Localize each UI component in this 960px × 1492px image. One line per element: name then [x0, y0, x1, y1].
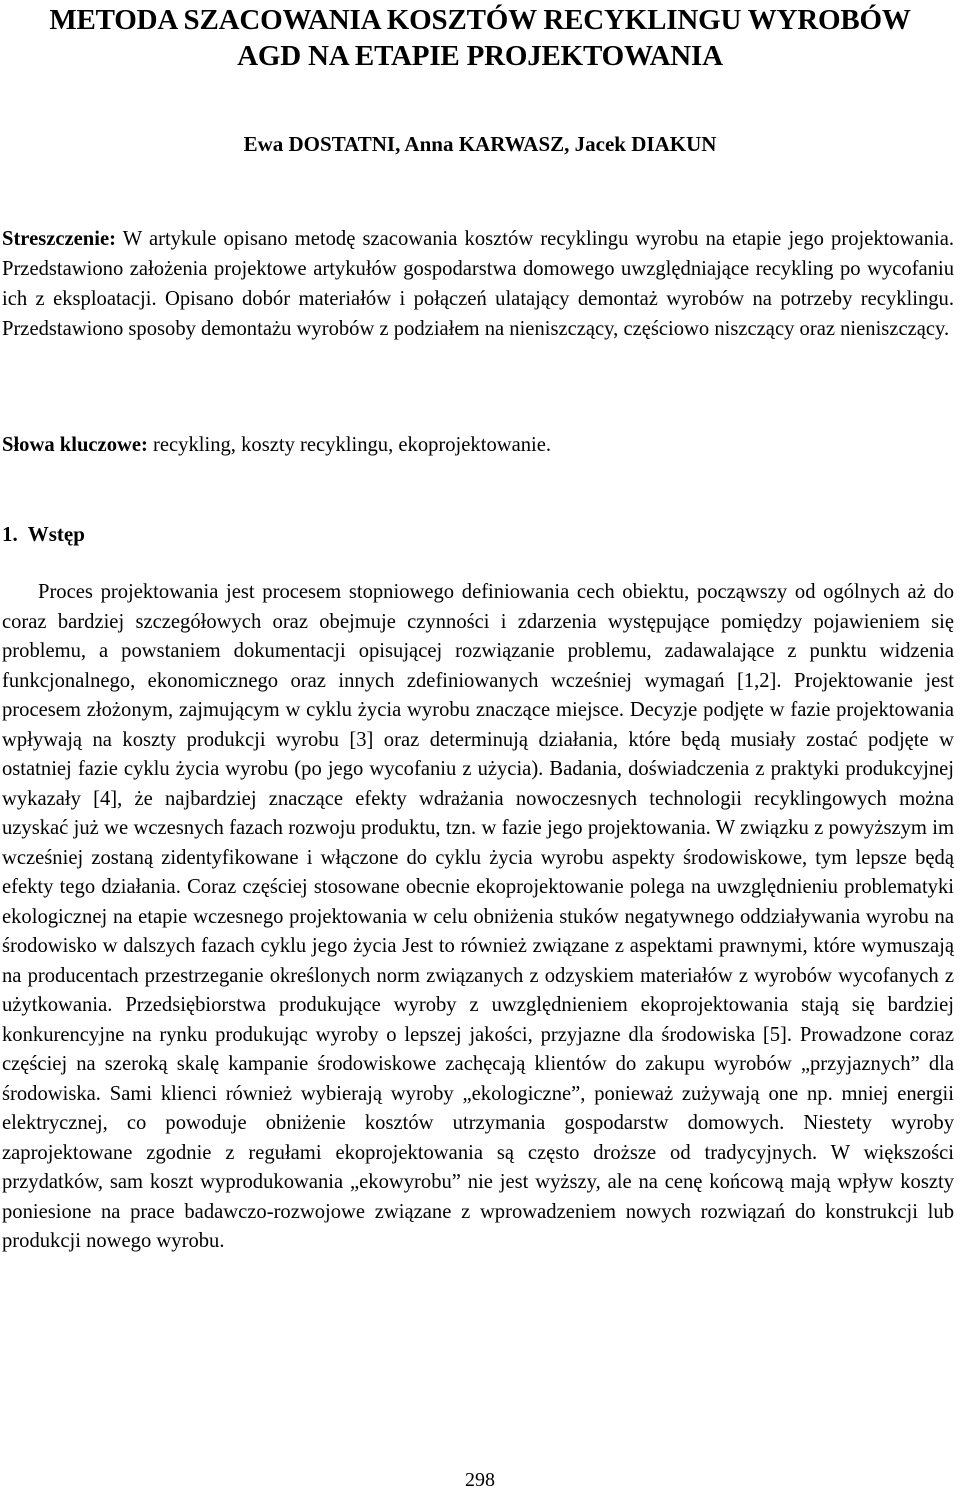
author-list: Ewa DOSTATNI, Anna KARWASZ, Jacek DIAKUN	[243, 132, 717, 156]
abstract	[2, 224, 954, 344]
section-number: 1.	[2, 522, 18, 546]
title-line-1: METODA SZACOWANIA KOSZTÓW RECYKLINGU WYROBÓW	[49, 4, 911, 36]
section-heading	[2, 520, 85, 548]
keywords-text: recykling, koszty recyklingu, ekoprojektowanie.	[153, 434, 552, 456]
keywords	[2, 430, 954, 460]
title-line-2: AGD NA ETAPIE PROJEKTOWANIA	[237, 40, 723, 72]
body-paragraph: Proces projektowania jest procesem stopniowego definiowania cech obiektu, począwszy od ogólnych aż do coraz bardziej szczegółowych oraz obejmuje czynności i zdarzenia występujące pomiędzy pojawieniem się problemu, a powstaniem dokumentacji opisującej rozwiązanie problemu, zadawalające z punktu widzenia funkcjonalnego, ekonomicznego oraz innych zdefiniowanych wcześniej wymagań [1,2]. Projektowanie jest procesem złożonym, zajmującym w cyklu życia wyrobu znaczące miejsce. Decyzje podjęte w fazie projektowania wpływają na koszty produkcji wyrobu [3] oraz determinują działania, które będą musiały zostać podjęte w ostatniej fazie cyklu życia wyrobu (po jego wycofaniu z użycia). Badania, doświadczenia z praktyki produkcyjnej wykazały [4], że najbardziej znaczące efekty wdrażania nowoczesnych technologii recyklingowych można uzyskać już we wczesnych fazach rozwoju produktu, tzn. w fazie jego projektowania. W związku z powyższym im wcześniej zostaną zidentyfikowane i włączone do cyklu życia wyrobu aspekty środowiskowe, tym lepsze będą efekty tego działania. Coraz częściej stosowane obecnie ekoprojektowanie polega na uwzględnieniu problematyki ekologicznej na etapie wczesnego projektowania w celu obniżenia stuków negatywnego oddziaływania wyrobu na środowisko w dalszych fazach cyklu jego życia Jest to również związane z aspektami prawnymi, które wymuszają na producentach przestrzeganie określonych norm związanych z odzyskiem materiałów z wyrobów wycofanych z użytkowania. Przedsiębiorstwa produkujące wyroby z uwzględnieniem ekoprojektowania stają się bardziej konkurencyjne na rynku produkując wyroby o lepszej jakości, przyjazne dla środowiska [5]. Prowadzone coraz częściej na szeroką skalę kampanie środowiskowe zachęcają klientów do zakupu wyrobów „przyjaznych” dla środowiska. Sami klienci również wybierają wyroby „ekologiczne”, ponieważ zużywają one np. mniej energii elektrycznej, co powoduje obniżenie kosztów utrzymania gospodarstw domowych. Niestety wyroby zaprojektowane zgodnie z regułami ekoprojektowania są często droższe od tradycyjnych. W większości przydatków, sam koszt wyprodukowania „ekowyrobu” nie jest wyższy, ale na cenę końcową mają wpływ koszty poniesione na prace badawczo-rozwojowe związane z wprowadzeniem nowych rozwiązań do konstrukcji lub produkcji nowego wyrobu.	[2, 581, 954, 1252]
paper-title	[0, 2, 960, 74]
page-number: 298	[465, 1469, 495, 1491]
keywords-label: Słowa kluczowe:	[2, 434, 148, 456]
section-title: Wstęp	[27, 522, 85, 546]
abstract-text: W artykule opisano metodę szacowania kosztów recyklingu wyrobu na etapie jego projektowania. Przedstawiono założenia projektowe artykułów gospodarstwa domowego uwzględniające recykling po wycofaniu ich z eksploatacji. Opisano dobór materiałów i połączeń ulatający demontaż wyrobów na potrzeby recyklingu. Przedstawiono sposoby demontażu wyrobów z podziałem na nieniszczący, częściowo niszczący oraz nieniszczący.	[2, 228, 954, 340]
abstract-label: Streszczenie:	[2, 228, 116, 250]
